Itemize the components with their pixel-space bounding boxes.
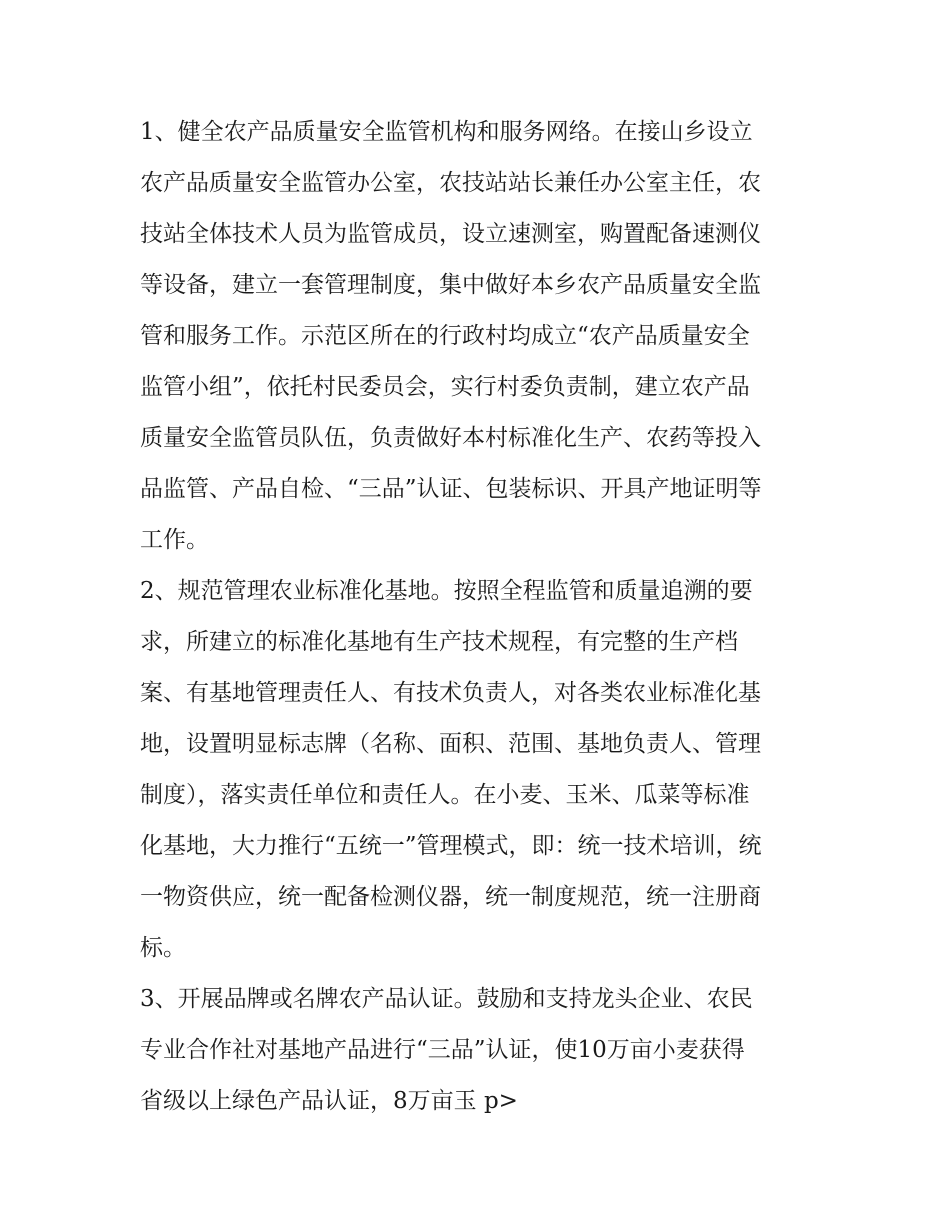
document-body [140,107,830,1127]
text-line: 3、开展品牌或名牌农产品认证。鼓励和支持龙头企业、农民 [140,986,753,1012]
text-line: 省级以上绿色产品认证，8万亩玉 p> [140,1088,518,1114]
text-line: 等设备，建立一套管理制度，集中做好本乡农产品质量安全监 [140,272,761,298]
text-line: 地，设置明显标志牌（名称、面积、范围、基地负责人、管理 [140,731,761,757]
text-line: 2、规范管理农业标准化基地。按照全程监管和质量追溯的要 [140,578,753,604]
text-line: 标。 [140,935,186,961]
text-line: 管和服务工作。示范区所在的行政村均成立“农产品质量安全 [140,323,750,349]
text-line: 农产品质量安全监管办公室，农技站站长兼任办公室主任，农 [140,170,761,196]
text-line: 化基地，大力推行“五统一”管理模式，即：统一技术培训，统 [140,833,762,859]
text-line: 质量安全监管员队伍，负责做好本村标准化生产、农药等投入 [140,425,761,451]
text-line: 品监管、产品自检、“三品”认证、包装标识、开具产地证明等 [140,476,762,502]
text-line: 监管小组”，依托村民委员会，实行村委负责制，建立农产品 [140,374,750,400]
text-line: 求，所建立的标准化基地有生产技术规程，有完整的生产档 [140,629,738,655]
text-line: 技站全体技术人员为监管成员，设立速测室，购置配备速测仪 [140,221,761,247]
text-line: 制度），落实责任单位和责任人。在小麦、玉米、瓜菜等标准 [140,782,750,808]
text-line: 一物资供应，统一配备检测仪器，统一制度规范，统一注册商 [140,884,761,910]
text-line: 专业合作社对基地产品进行“三品”认证，使10万亩小麦获得 [140,1037,745,1063]
text-line: 1、健全农产品质量安全监管机构和服务网络。在接山乡设立 [140,119,753,145]
text-line: 案、有基地管理责任人、有技术负责人，对各类农业标准化基 [140,680,761,706]
text-line: 工作。 [140,527,209,553]
